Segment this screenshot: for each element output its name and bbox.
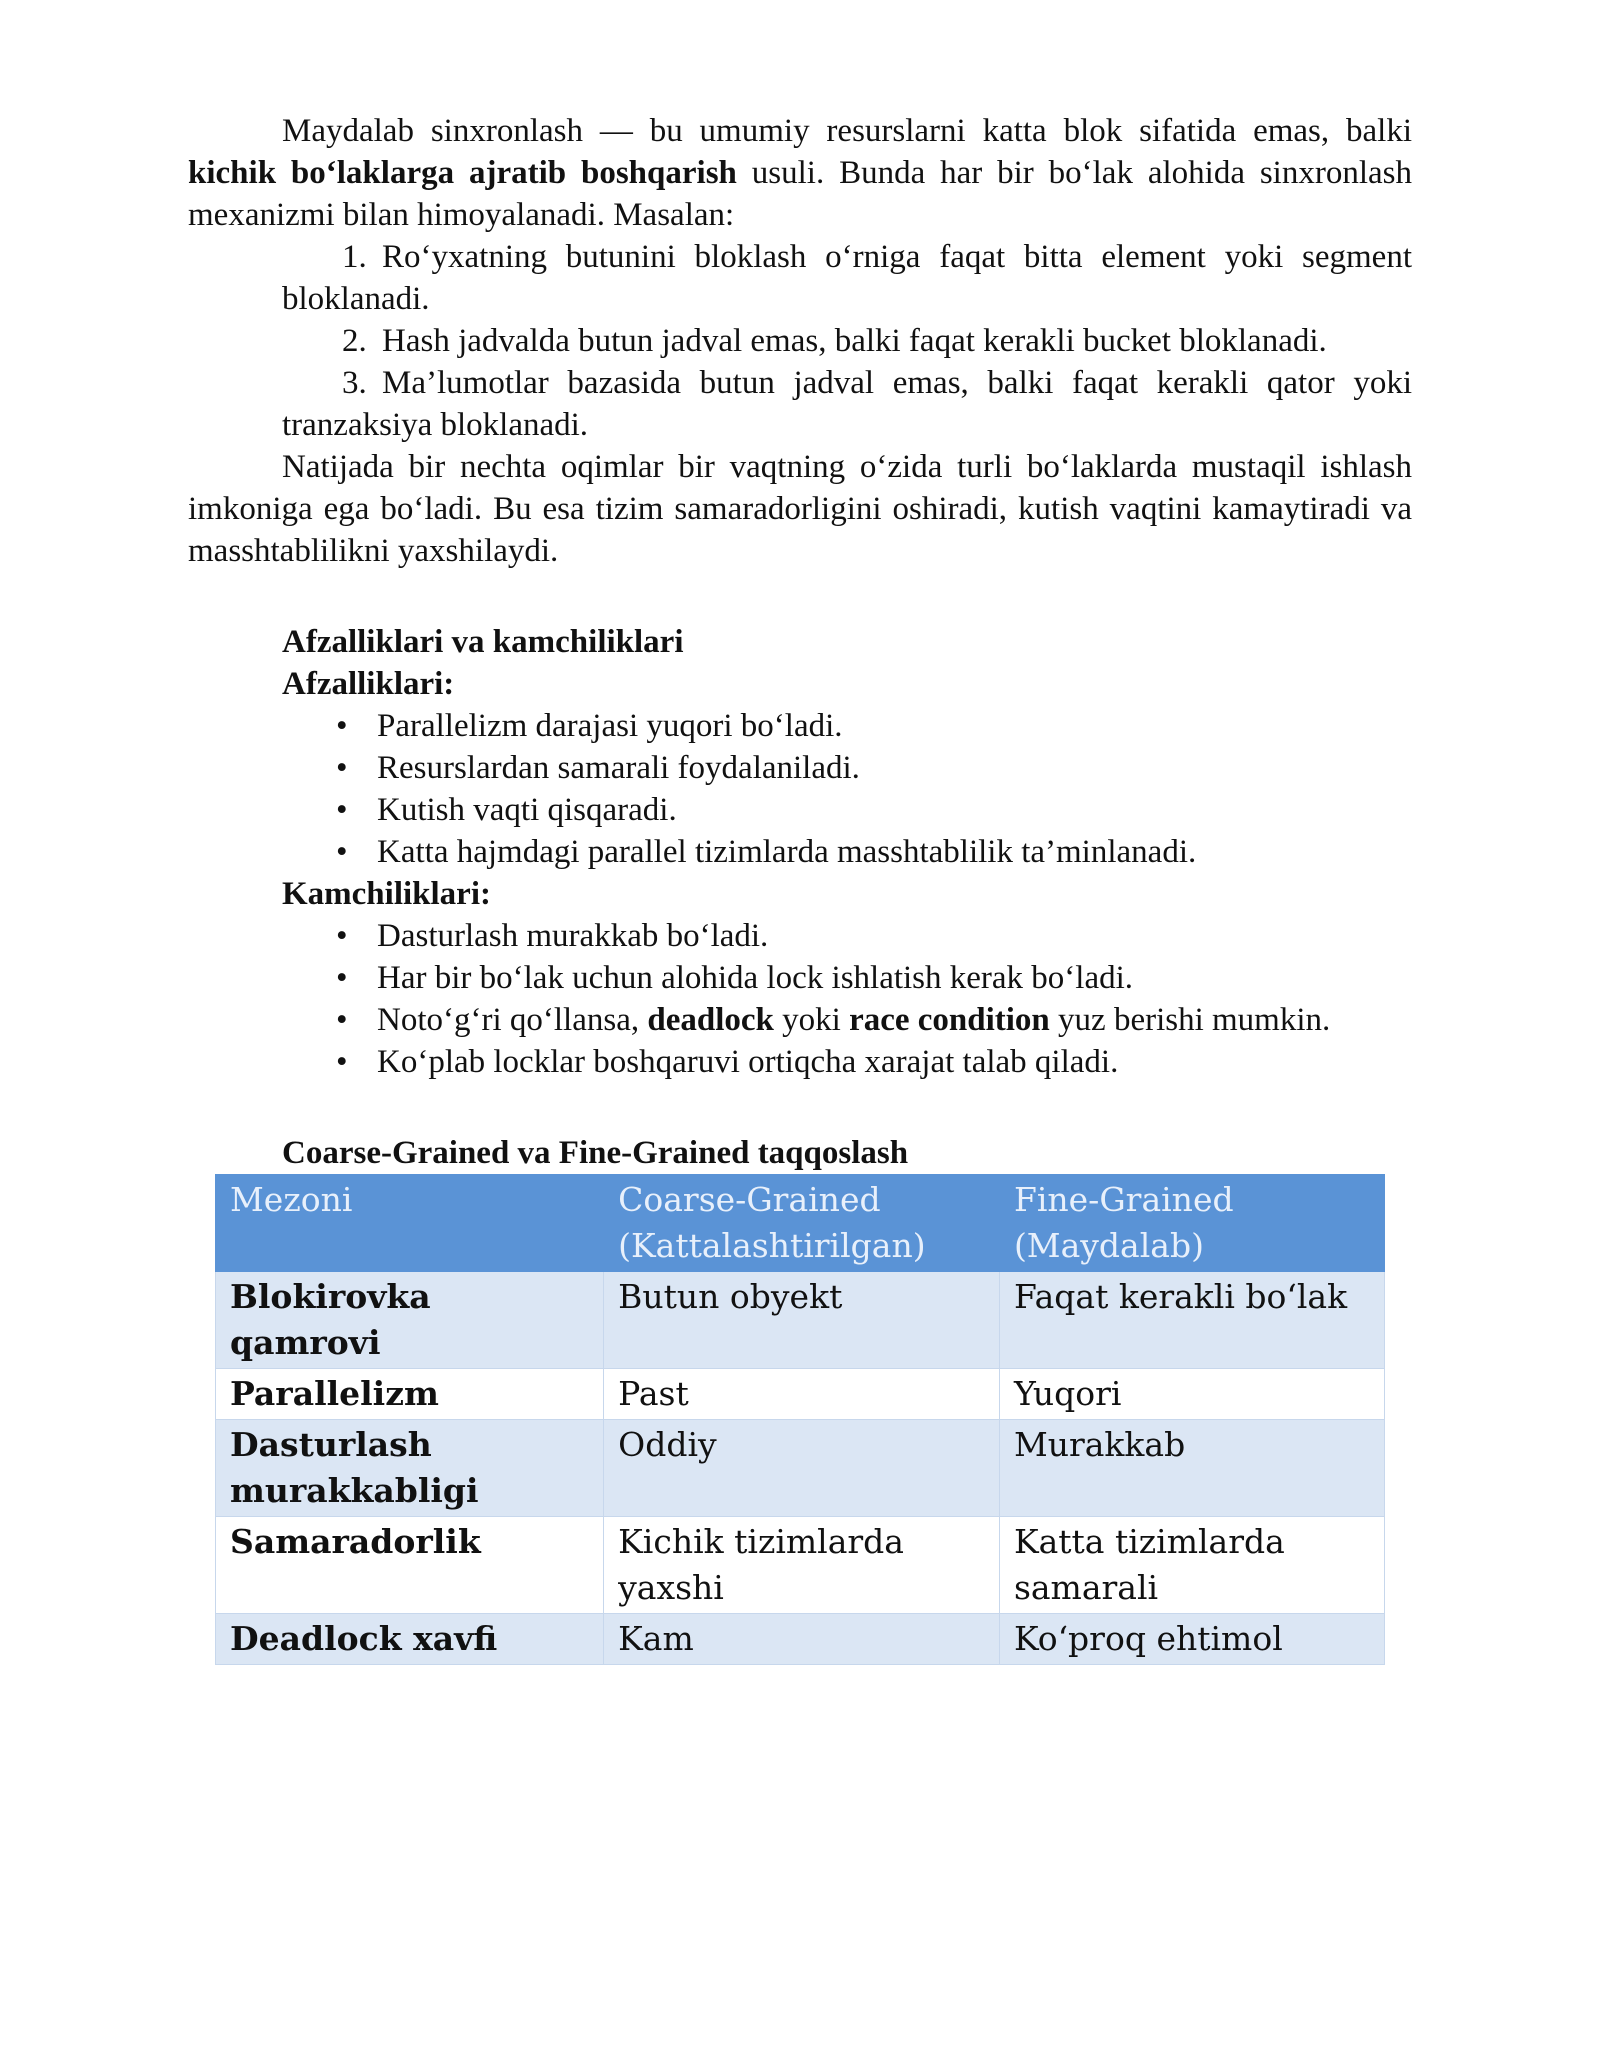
comparison-table — [215, 1174, 1385, 1665]
disadvantages-title: Kamchiliklari: — [282, 876, 491, 912]
advantages-title: Afzalliklari: — [282, 666, 455, 702]
bullet-icon: • — [336, 918, 348, 954]
page-content — [188, 110, 1412, 1665]
spacer — [188, 1083, 1412, 1132]
disadvantages-list — [188, 915, 1412, 1083]
table-cell: Murakkab — [999, 1420, 1384, 1517]
result-paragraph: Natijada bir nechta oqimlar bir vaqtning o‘zida turli bo‘laklarda mustaqil ishlash imkoniga ega bo‘ladi. Bu esa tizim samaradorligini oshiradi, kutish vaqtini kamaytiradi va masshtablilikni yaxshilaydi. — [188, 449, 1412, 569]
table-row — [216, 1517, 1385, 1614]
table-cell: Samaradorlik — [216, 1517, 604, 1614]
table-cell: Ko‘proq ehtimol — [999, 1614, 1384, 1665]
table-cell: Blokirovka qamrovi — [216, 1272, 604, 1369]
header-coarse: Coarse-Grained (Kattalashtirilgan) — [604, 1175, 1000, 1272]
spacer — [188, 572, 1412, 621]
list-item: • Parallelizm darajasi yuqori bo‘ladi. — [188, 705, 1412, 747]
table-row — [216, 1614, 1385, 1665]
examples-list — [188, 236, 1412, 446]
list-item: • Katta hajmdagi parallel tizimlarda masshtablilik ta’minlanadi. — [188, 831, 1412, 873]
bullet-icon: • — [336, 834, 348, 870]
example-item-1: 1. Ro‘yxatning butunini bloklash o‘rniga faqat bitta element yoki segment bloklanadi. — [282, 239, 1412, 317]
list-item: • Noto‘g‘ri qo‘llansa, deadlock yoki race condition yuz berishi mumkin. — [188, 999, 1412, 1041]
table-cell: Kam — [604, 1614, 1000, 1665]
table-cell: Butun obyekt — [604, 1272, 1000, 1369]
table-cell: Katta tizimlarda samarali — [999, 1517, 1384, 1614]
table-cell: Oddiy — [604, 1420, 1000, 1517]
example-item-2: 2. Hash jadvalda butun jadval emas, balki faqat kerakli bucket bloklanadi. — [342, 323, 1327, 359]
table-row — [216, 1420, 1385, 1517]
table-cell: Yuqori — [999, 1369, 1384, 1420]
list-item: • Resurslardan samarali foydalaniladi. — [188, 747, 1412, 789]
table-cell: Kichik tizimlarda yaxshi — [604, 1517, 1000, 1614]
advantages-list — [188, 705, 1412, 873]
intro-bold-phrase: kichik bo‘laklarga ajratib boshqarish — [188, 155, 737, 191]
list-item: • Kutish vaqti qisqaradi. — [188, 789, 1412, 831]
bullet-icon: • — [336, 708, 348, 744]
bullet-icon: • — [336, 750, 348, 786]
header-criterion: Mezoni — [216, 1175, 604, 1272]
table-cell: Past — [604, 1369, 1000, 1420]
example-item-3: 3. Ma’lumotlar bazasida butun jadval emas, balki faqat kerakli qator yoki tranzaksiya bloklanadi. — [282, 365, 1412, 443]
header-fine: Fine-Grained (Maydalab) — [999, 1175, 1384, 1272]
list-item: • Har bir bo‘lak uchun alohida lock ishlatish kerak bo‘ladi. — [188, 957, 1412, 999]
comparison-title: Coarse-Grained va Fine-Grained taqqoslash — [282, 1135, 909, 1171]
table-row — [216, 1272, 1385, 1369]
table-header-row — [216, 1175, 1385, 1272]
list-item: • Dasturlash murakkab bo‘ladi. — [188, 915, 1412, 957]
table-cell: Deadlock xavfi — [216, 1614, 604, 1665]
table-cell: Dasturlash murakkabligi — [216, 1420, 604, 1517]
bullet-icon: • — [336, 792, 348, 828]
section-title: Afzalliklari va kamchiliklari — [282, 624, 684, 660]
list-item: • Ko‘plab locklar boshqaruvi ortiqcha xarajat talab qiladi. — [188, 1041, 1412, 1083]
bullet-icon: • — [336, 1002, 348, 1038]
table-cell: Faqat kerakli bo‘lak — [999, 1272, 1384, 1369]
table-row — [216, 1369, 1385, 1420]
bullet-icon: • — [336, 960, 348, 996]
bullet-icon: • — [336, 1044, 348, 1080]
table-cell: Parallelizm — [216, 1369, 604, 1420]
intro-paragraph: Maydalab sinxronlash — bu umumiy resurslarni katta blok sifatida emas, balki kichik bo‘laklarga ajratib boshqarish usuli. Bunda har bir bo‘lak alohida sinxronlash mexanizmi bilan himoyalanadi. Masalan: — [188, 113, 1412, 233]
